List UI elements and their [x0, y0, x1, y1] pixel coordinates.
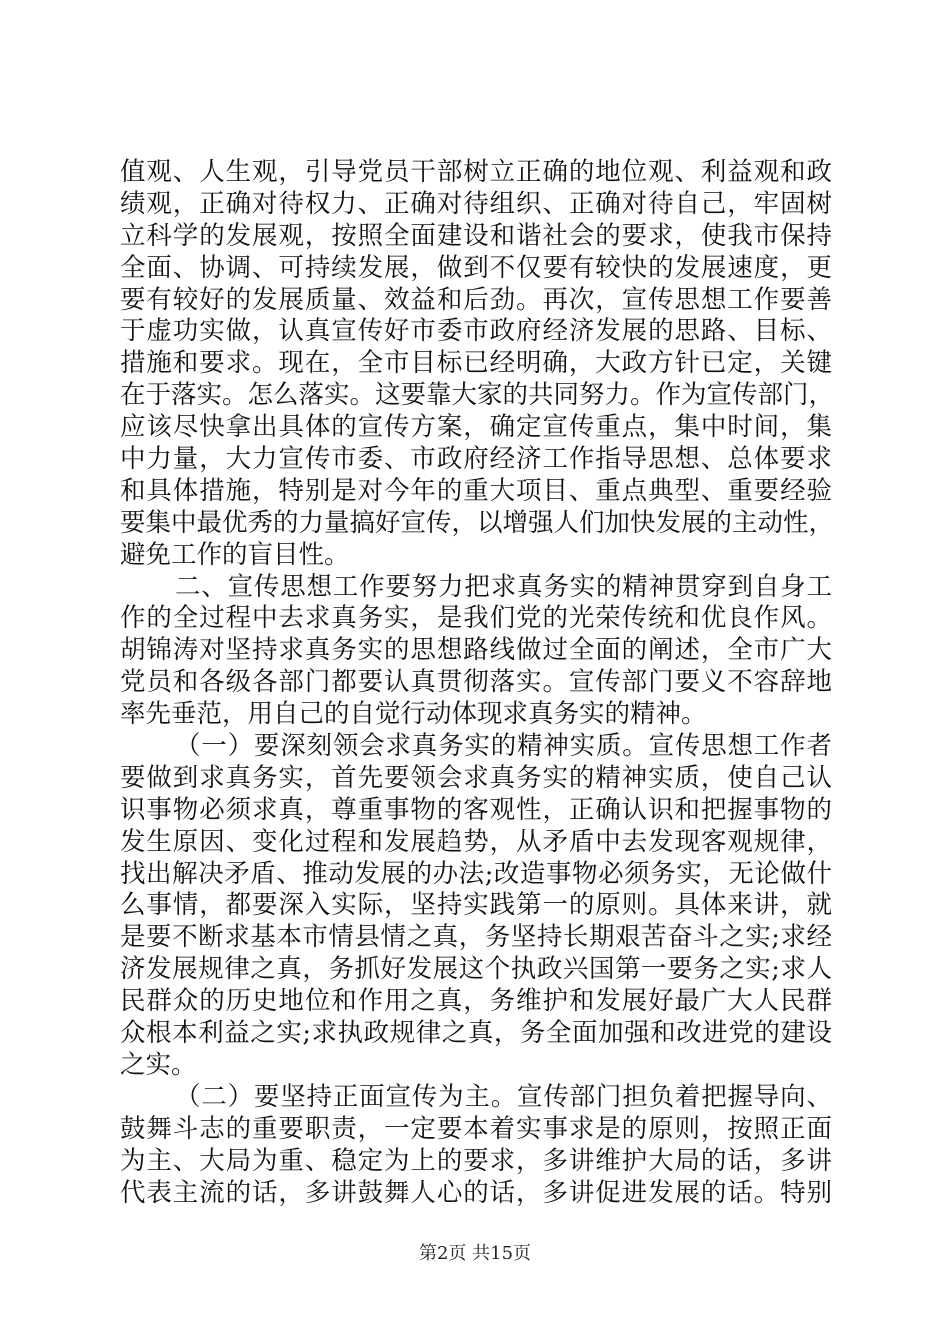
text-line: 么事情，都要深入实际，坚持实践第一的原则。具体来讲，就 — [120, 890, 832, 921]
text-line: （一）要深刻领会求真务实的精神实质。宣传思想工作者 — [175, 731, 832, 762]
text-line: 是要不断求基本市情县情之真，务坚持长期艰苦奋斗之实;求经 — [120, 922, 832, 953]
text-line: 立科学的发展观，按照全面建设和谐社会的要求，使我市保持 — [120, 220, 832, 251]
text-line: 众根本利益之实;求执政规律之真，务全面加强和改进党的建设 — [120, 1018, 832, 1049]
text-line: 要做到求真务实，首先要领会求真务实的精神实质，使自己认 — [120, 762, 832, 793]
text-line: 之实。 — [120, 1049, 197, 1080]
text-line: 作的全过程中去求真务实，是我们党的光荣传统和优良作风。 — [120, 603, 832, 634]
page-footer: 第2页 共15页 — [418, 1243, 532, 1264]
text-line: 于虚功实做，认真宣传好市委市政府经济发展的思路、目标、 — [120, 316, 832, 347]
text-line: 中力量，大力宣传市委、市政府经济工作指导思想、总体要求 — [120, 444, 832, 475]
text-line: 党员和各级各部门都要认真贯彻落实。宣传部门要义不容辞地 — [120, 667, 832, 698]
text-line: 措施和要求。现在，全市目标已经明确，大政方针已定，关键 — [120, 348, 832, 379]
text-line: 绩观，正确对待权力、正确对待组织、正确对待自己，牢固树 — [120, 188, 832, 219]
text-line: 要有较好的发展质量、效益和后劲。再次，宣传思想工作要善 — [120, 284, 832, 315]
text-line: 民群众的历史地位和作用之真，务维护和发展好最广大人民群 — [120, 986, 832, 1017]
text-line: 发生原因、变化过程和发展趋势，从矛盾中去发现客观规律， — [120, 826, 832, 857]
text-line: 应该尽快拿出具体的宣传方案，确定宣传重点，集中时间，集 — [120, 412, 832, 443]
text-line: 二、宣传思想工作要努力把求真务实的精神贯穿到自身工 — [175, 571, 832, 602]
text-line: 识事物必须求真，尊重事物的客观性，正确认识和把握事物的 — [120, 794, 832, 825]
text-line: 鼓舞斗志的重要职责，一定要本着实事求是的原则，按照正面 — [120, 1113, 832, 1144]
text-line: 为主、大局为重、稳定为上的要求，多讲维护大局的话，多讲 — [120, 1145, 832, 1176]
text-line: 胡锦涛对坚持求真务实的思想路线做过全面的阐述，全市广大 — [120, 635, 832, 666]
text-line: 济发展规律之真，务抓好发展这个执政兴国第一要务之实;求人 — [120, 954, 832, 985]
text-line: 全面、协调、可持续发展，做到不仅要有较快的发展速度，更 — [120, 252, 832, 283]
text-line: 要集中最优秀的力量搞好宣传，以增强人们加快发展的主动性， — [120, 507, 835, 538]
body-text — [120, 157, 835, 1209]
text-line: 避免工作的盲目性。 — [120, 539, 350, 570]
text-line: 找出解决矛盾、推动发展的办法;改造事物必须务实，无论做什 — [120, 858, 832, 889]
text-line: 代表主流的话，多讲鼓舞人心的话，多讲促进发展的话。特别 — [120, 1177, 832, 1208]
text-line: 率先垂范，用自己的自觉行动体现求真务实的精神。 — [120, 699, 707, 730]
text-line: 值观、人生观，引导党员干部树立正确的地位观、利益观和政 — [120, 157, 832, 187]
text-line: 在于落实。怎么落实。这要靠大家的共同努力。作为宣传部门， — [120, 380, 835, 411]
text-line: （二）要坚持正面宣传为主。宣传部门担负着把握导向、 — [175, 1081, 832, 1112]
text-line: 和具体措施，特别是对今年的重大项目、重点典型、重要经验 — [120, 475, 832, 506]
